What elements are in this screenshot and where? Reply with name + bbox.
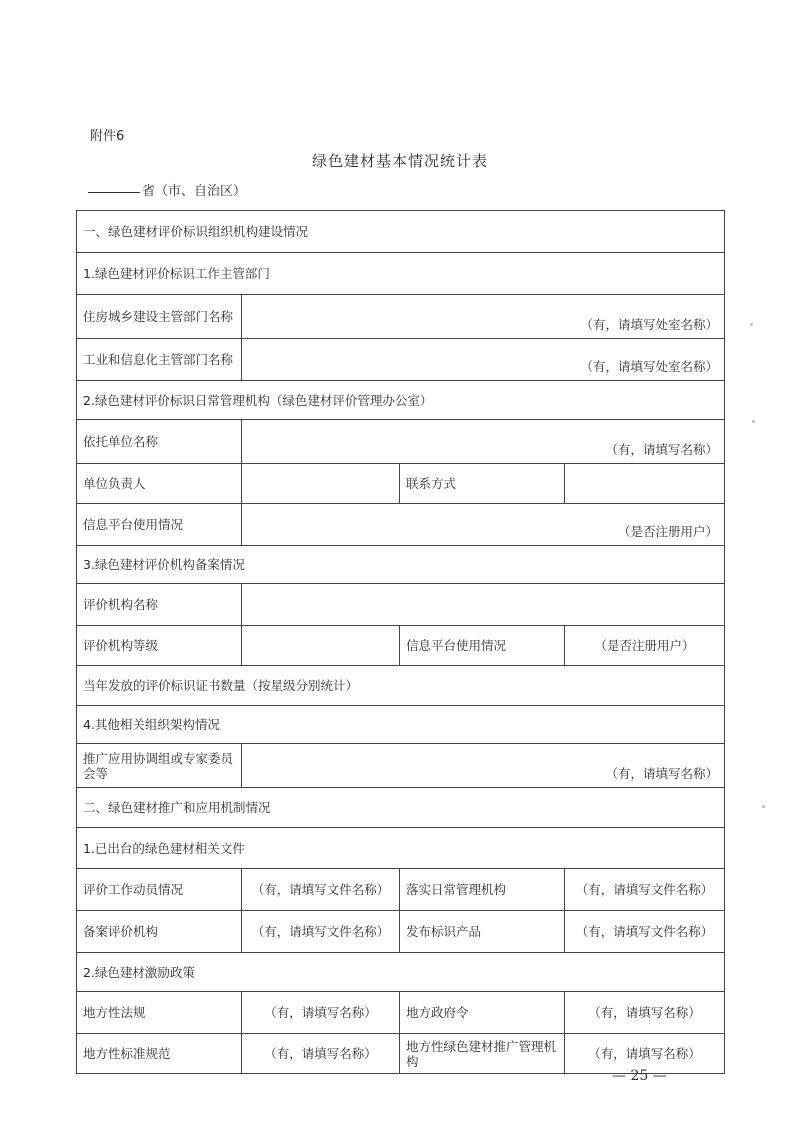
- subsection-heading: 1.绿色建材评价标识工作主管部门: [77, 253, 725, 295]
- org-name-input[interactable]: [242, 584, 725, 626]
- table-row: [77, 253, 725, 295]
- implement-doc-input[interactable]: （有，请填写文件名称）: [565, 869, 725, 911]
- section-heading: 一、绿色建材评价标识组织机构建设情况: [77, 211, 725, 253]
- statistics-form-table: [76, 210, 725, 1074]
- housing-dept-input[interactable]: （有，请填写处室名称）: [242, 295, 725, 339]
- subsection-heading: 2.绿色建材激励政策: [77, 953, 725, 992]
- scan-speck: [750, 323, 753, 326]
- subsection-heading: 4.其他相关组织架构情况: [77, 706, 725, 744]
- field-label: 推广应用协调组或专家委员会等: [77, 744, 242, 788]
- field-label: 地方性标准规范: [77, 1034, 242, 1074]
- table-row: [77, 504, 725, 546]
- table-row: [77, 211, 725, 253]
- record-doc-input[interactable]: （有，请填写文件名称）: [242, 911, 400, 953]
- field-label: 地方政府令: [400, 992, 565, 1034]
- field-label: 联系方式: [400, 464, 565, 504]
- field-label: 当年发放的评价标识证书数量（按星级分别统计）: [77, 666, 725, 706]
- page-title: 绿色建材基本情况统计表: [311, 152, 488, 170]
- table-row: [77, 295, 725, 339]
- table-row: [77, 788, 725, 828]
- page-number: — 25 —: [612, 1068, 667, 1084]
- local-decree-input[interactable]: （有，请填写名称）: [565, 992, 725, 1034]
- field-label: 落实日常管理机构: [400, 869, 565, 911]
- publish-doc-input[interactable]: （有，请填写文件名称）: [565, 911, 725, 953]
- table-row: [77, 626, 725, 666]
- field-label: 信息平台使用情况: [77, 504, 242, 546]
- field-label: 地方性法规: [77, 992, 242, 1034]
- table-row: [77, 464, 725, 504]
- industry-dept-input[interactable]: （有，请填写处室名称）: [242, 339, 725, 381]
- table-row: [77, 869, 725, 911]
- table-row: [77, 666, 725, 706]
- promotion-agency-input[interactable]: （有，请填写名称）: [565, 1034, 725, 1074]
- section-heading: 二、绿色建材推广和应用机制情况: [77, 788, 725, 828]
- table-row: [77, 706, 725, 744]
- field-label: 地方性绿色建材推广管理机构: [400, 1034, 565, 1074]
- province-suffix: 省（市、自治区）: [142, 184, 247, 199]
- subsection-heading: 2.绿色建材评价标识日常管理机构（绿色建材评价管理办公室）: [77, 381, 725, 420]
- table-row: [77, 381, 725, 420]
- contact-input[interactable]: [565, 464, 725, 504]
- table-row: [77, 992, 725, 1034]
- field-label: 备案评价机构: [77, 911, 242, 953]
- table-row: [77, 584, 725, 626]
- field-label: 评价机构等级: [77, 626, 242, 666]
- field-label: 发布标识产品: [400, 911, 565, 953]
- subsection-heading: 3.绿色建材评价机构备案情况: [77, 546, 725, 584]
- subsection-heading: 1.已出台的绿色建材相关文件: [77, 828, 725, 869]
- field-label: 评价工作动员情况: [77, 869, 242, 911]
- attachment-label: 附件6: [90, 129, 125, 144]
- field-label: 依托单位名称: [77, 420, 242, 464]
- table-row: [77, 911, 725, 953]
- table-row: [77, 420, 725, 464]
- field-label: 信息平台使用情况: [400, 626, 565, 666]
- host-unit-input[interactable]: （有，请填写名称）: [242, 420, 725, 464]
- field-label: 工业和信息化主管部门名称: [77, 339, 242, 381]
- scan-speck: [752, 420, 755, 423]
- field-label: 单位负责人: [77, 464, 242, 504]
- province-blank-line[interactable]: [88, 192, 140, 193]
- mobilize-doc-input[interactable]: （有，请填写文件名称）: [242, 869, 400, 911]
- table-row: [77, 828, 725, 869]
- coordination-group-input[interactable]: （有，请填写名称）: [242, 744, 725, 788]
- scan-speck: [762, 805, 765, 808]
- table-row: [77, 953, 725, 992]
- table-row: [77, 339, 725, 381]
- org-level-input[interactable]: [242, 626, 400, 666]
- local-law-input[interactable]: （有，请填写名称）: [242, 992, 400, 1034]
- org-platform-input[interactable]: （是否注册用户）: [565, 626, 725, 666]
- field-label: 住房城乡建设主管部门名称: [77, 295, 242, 339]
- unit-head-input[interactable]: [242, 464, 400, 504]
- platform-usage-input[interactable]: （是否注册用户）: [242, 504, 725, 546]
- field-label: 评价机构名称: [77, 584, 242, 626]
- table-row: [77, 744, 725, 788]
- table-row: [77, 546, 725, 584]
- local-standard-input[interactable]: （有，请填写名称）: [242, 1034, 400, 1074]
